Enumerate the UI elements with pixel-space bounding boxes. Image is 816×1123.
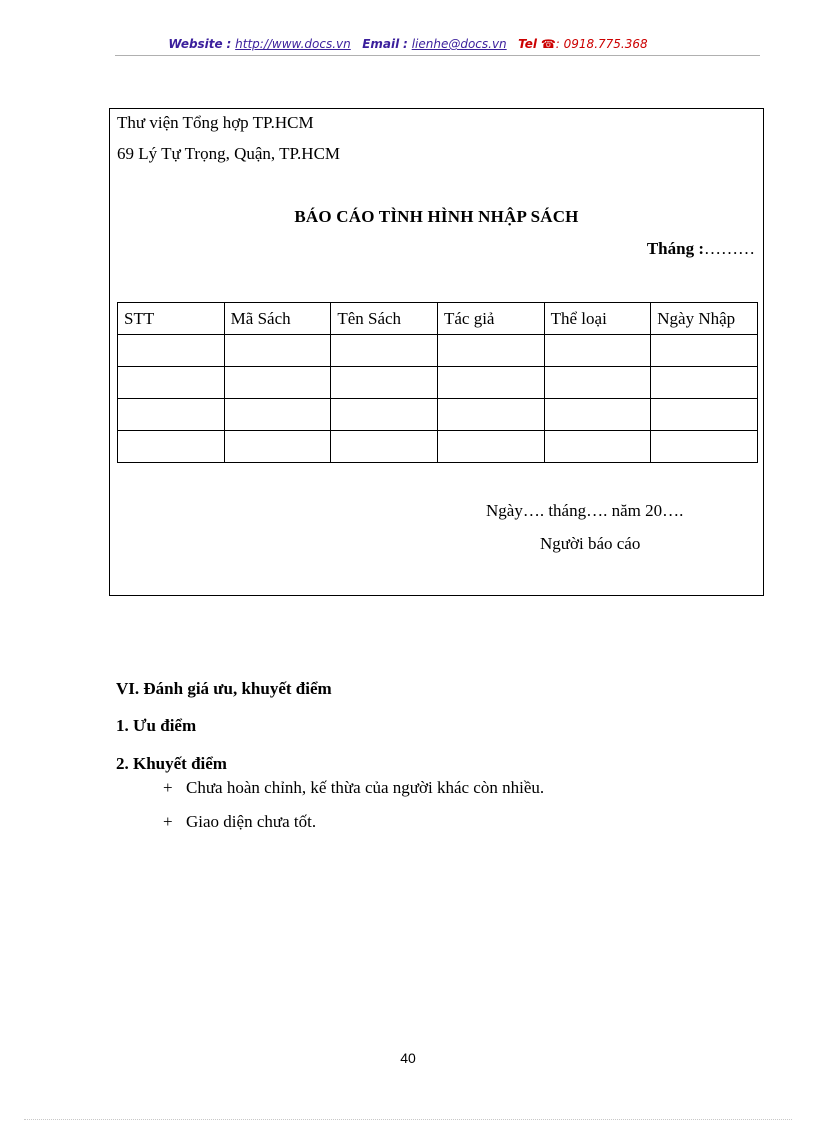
disadvantages-heading: 2. Khuyết điểm xyxy=(116,754,227,773)
column-header-genre: Thể loại xyxy=(544,303,651,335)
table-cell xyxy=(118,399,225,431)
table-cell xyxy=(118,367,225,399)
table-cell xyxy=(544,367,651,399)
phone-number: : 0918.775.368 xyxy=(555,37,648,51)
column-header-stt: STT xyxy=(118,303,225,335)
table-cell xyxy=(331,399,438,431)
table-cell xyxy=(118,335,225,367)
table-row xyxy=(118,431,758,463)
tel-label: Tel xyxy=(518,37,538,51)
month-value: ……… xyxy=(704,239,755,258)
section-heading: VI. Đánh giá ưu, khuyết điểm xyxy=(116,679,332,698)
table-cell xyxy=(331,431,438,463)
column-header-book-name: Tên Sách xyxy=(331,303,438,335)
website-label: Website xyxy=(168,37,223,51)
list-item xyxy=(163,778,544,798)
table-cell xyxy=(224,431,331,463)
table-cell xyxy=(331,367,438,399)
report-title: BÁO CÁO TÌNH HÌNH NHẬP SÁCH xyxy=(294,207,579,226)
table-cell xyxy=(437,367,544,399)
report-table xyxy=(117,302,758,463)
table-cell xyxy=(544,431,651,463)
reporter-label: Người báo cáo xyxy=(540,534,641,553)
month-label: Tháng : xyxy=(646,239,704,258)
plus-bullet: + xyxy=(163,778,173,797)
table-cell xyxy=(437,399,544,431)
list-item-text: Chưa hoàn chỉnh, kế thừa của người khác còn nhiều. xyxy=(186,778,545,797)
email-link[interactable]: lienhe@docs.vn xyxy=(411,37,507,51)
report-date-line: Ngày…. tháng…. năm 20…. xyxy=(486,501,684,520)
table-cell xyxy=(118,431,225,463)
header-divider xyxy=(115,55,760,56)
email-label: Email xyxy=(362,37,400,51)
column-header-import-date: Ngày Nhập xyxy=(651,303,758,335)
telephone-icon: ☎ xyxy=(540,37,556,51)
table-cell xyxy=(651,335,758,367)
table-cell xyxy=(224,367,331,399)
email-colon: : xyxy=(403,37,408,51)
table-cell xyxy=(437,431,544,463)
table-cell xyxy=(651,431,758,463)
month-field xyxy=(647,239,755,259)
table-cell xyxy=(224,335,331,367)
column-header-book-code: Mã Sách xyxy=(224,303,331,335)
table-row xyxy=(118,367,758,399)
library-name: Thư viện Tổng hợp TP.HCM xyxy=(117,113,314,132)
table-row xyxy=(118,335,758,367)
table-cell xyxy=(437,335,544,367)
table-cell xyxy=(331,335,438,367)
list-item xyxy=(163,812,316,832)
table-row xyxy=(118,399,758,431)
table-cell xyxy=(544,399,651,431)
column-header-author: Tác giả xyxy=(437,303,544,335)
report-form xyxy=(109,108,764,596)
website-colon: : xyxy=(226,37,232,51)
page-edge-divider xyxy=(24,1119,792,1120)
page-number: 40 xyxy=(400,1050,416,1066)
table-cell xyxy=(544,335,651,367)
library-address: 69 Lý Tự Trọng, Quận, TP.HCM xyxy=(117,144,341,163)
page-header xyxy=(0,37,816,51)
plus-bullet: + xyxy=(163,812,173,831)
list-item-text: Giao diện chưa tốt. xyxy=(186,812,317,831)
table-header-row xyxy=(118,303,758,335)
table-cell xyxy=(651,367,758,399)
website-link[interactable]: http://www.docs.vn xyxy=(235,37,351,51)
table-cell xyxy=(224,399,331,431)
advantages-heading: 1. Ưu điểm xyxy=(116,716,197,735)
table-cell xyxy=(651,399,758,431)
